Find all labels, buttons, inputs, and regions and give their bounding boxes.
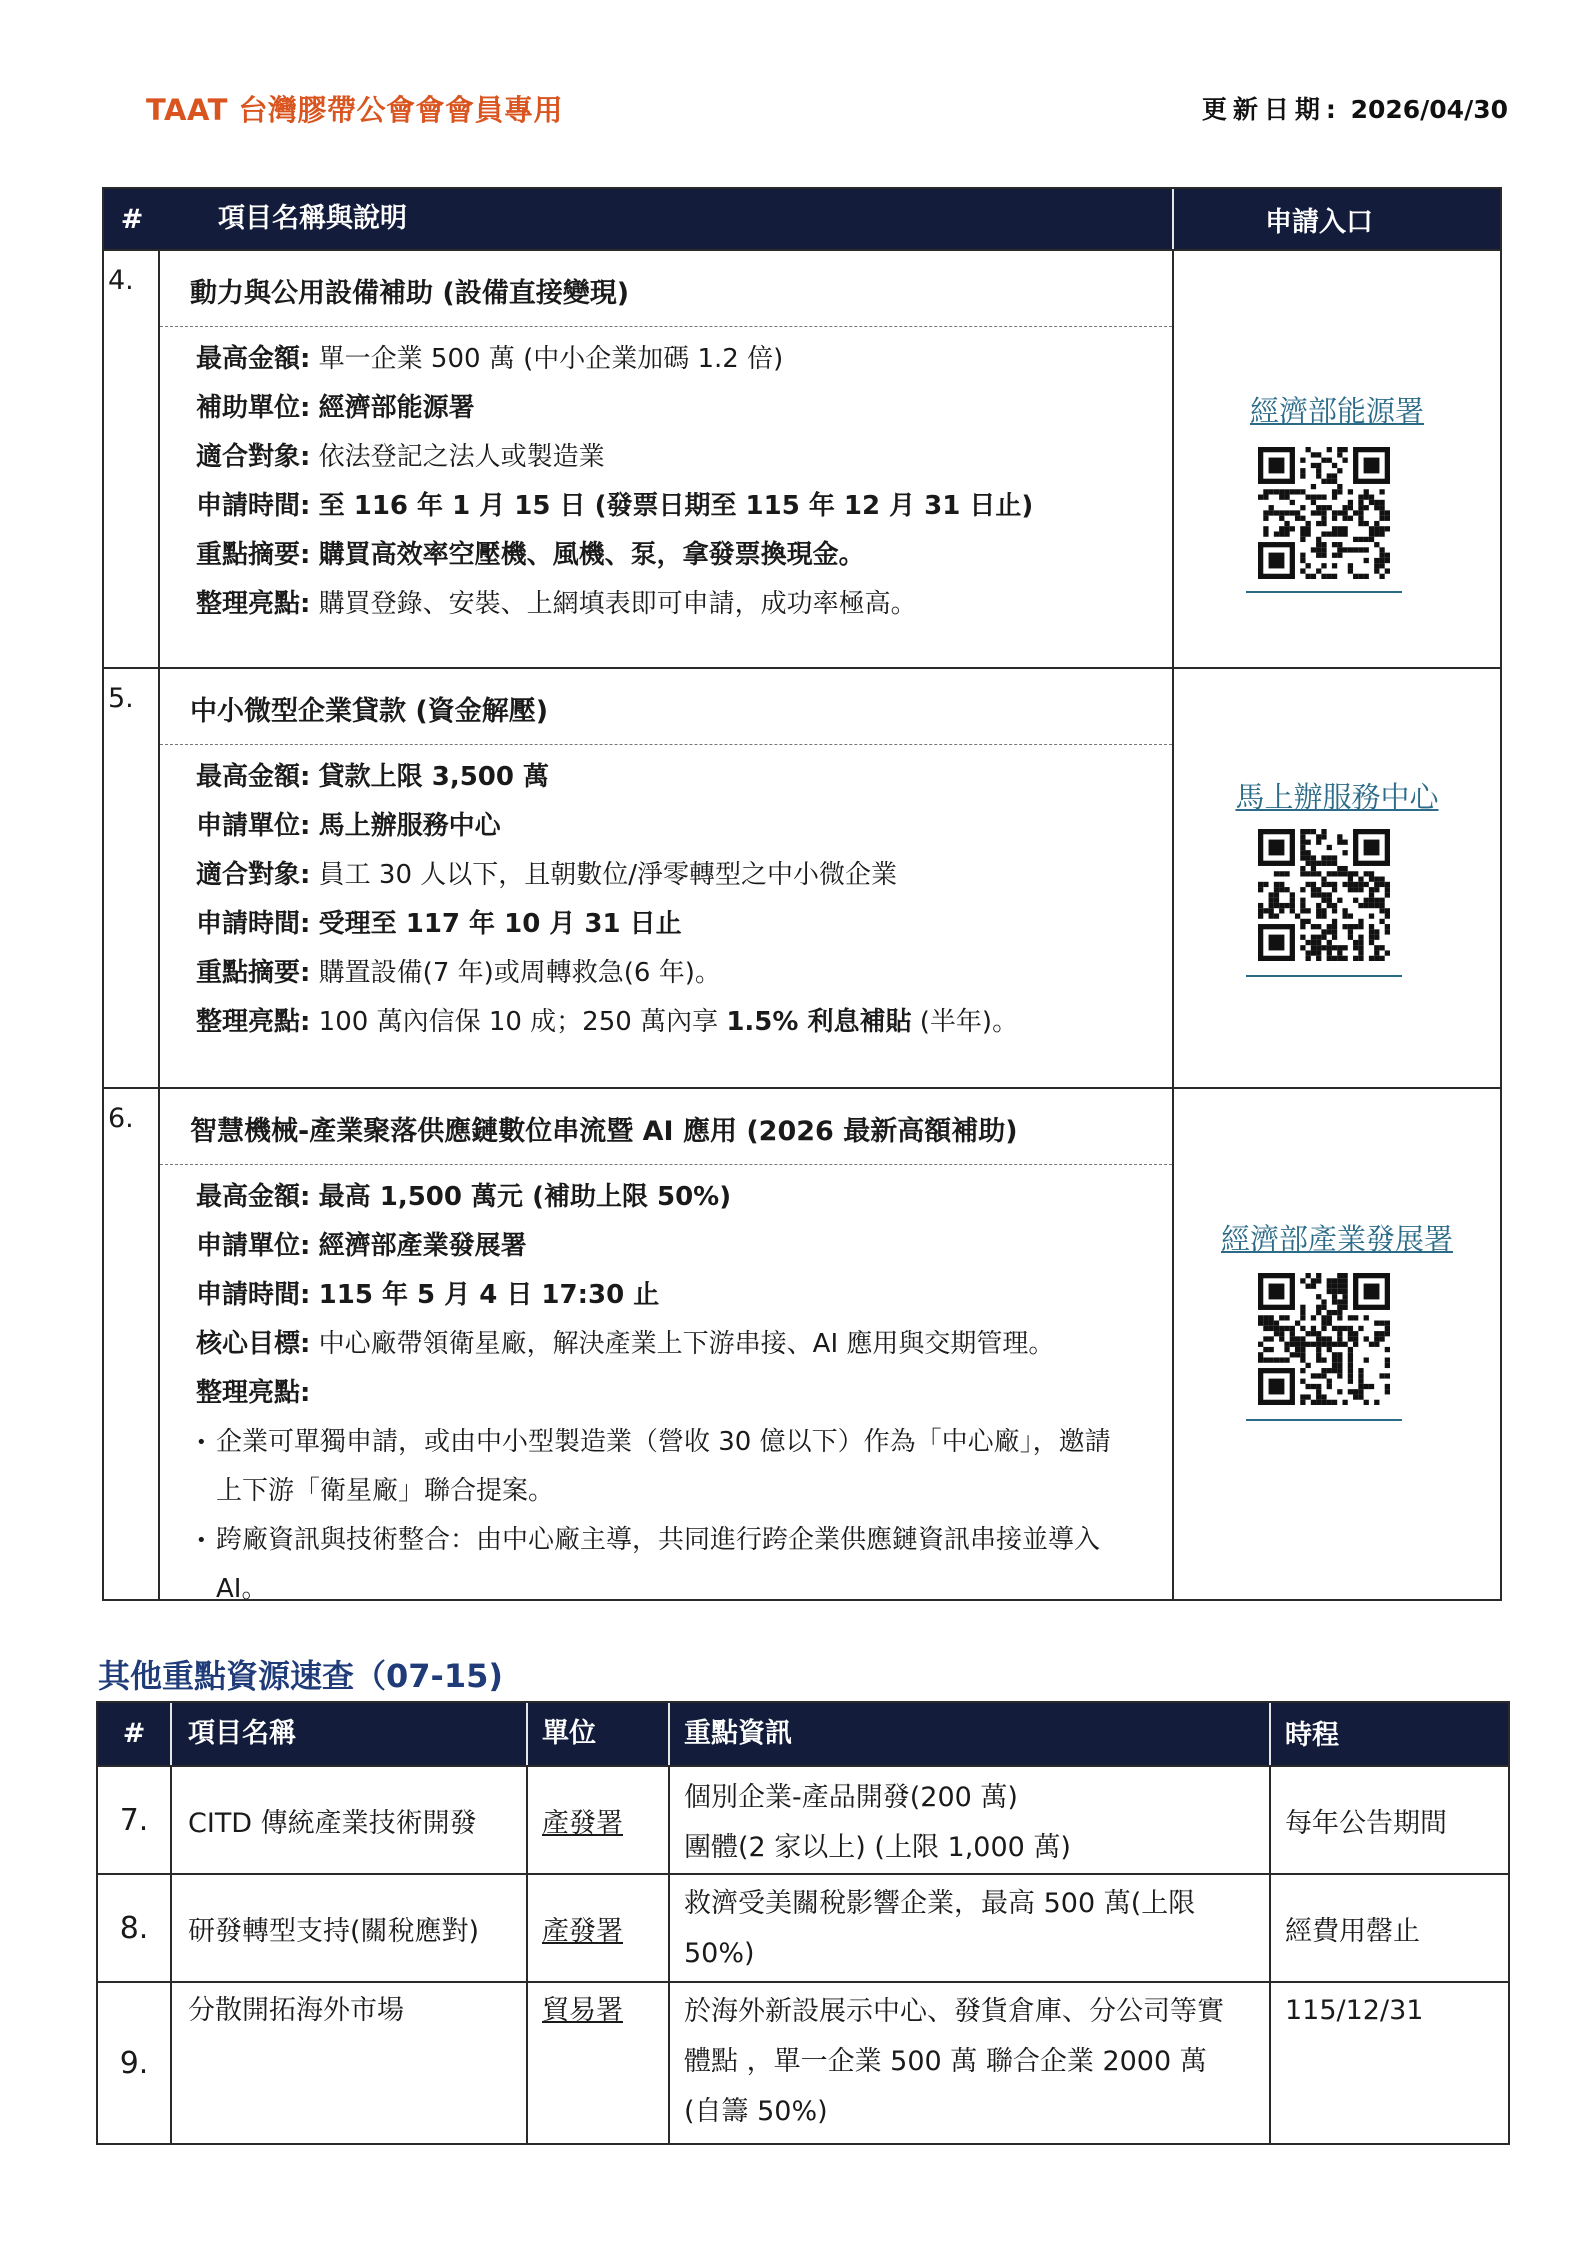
row-number: 5.	[104, 669, 160, 1087]
item-time: 每年公告期間	[1285, 1807, 1447, 1839]
field-target: 適合對象: 依法登記之法人或製造業	[196, 442, 605, 472]
field-agency: 補助單位: 經濟部能源署	[196, 393, 475, 423]
divider	[1246, 591, 1402, 593]
table-row	[98, 1873, 1508, 1981]
table-row	[98, 1765, 1508, 1873]
unit-link[interactable]: 產發署	[528, 1767, 670, 1873]
row-number: 9.	[98, 1983, 172, 2143]
table-row	[98, 1981, 1508, 2143]
table-row	[104, 249, 1500, 667]
field-summary: 重點摘要: 購置設備(7 年)或周轉救急(6 年)。	[196, 958, 721, 988]
header-num: #	[120, 203, 144, 235]
qr-code-icon[interactable]	[1258, 1273, 1390, 1405]
unit-link[interactable]: 產發署	[528, 1875, 670, 1981]
unit-link[interactable]: 貿易署	[528, 1983, 670, 2143]
item-info: 於海外新設展示中心、發貨倉庫、分公司等實 體點 ，單一企業 500 萬 聯合企業 2000 萬 (自籌 50%)	[670, 1983, 1271, 2143]
item-info: 個別企業-產品開發(200 萬) 團體(2 家以上) (上限 1,000 萬)	[670, 1767, 1271, 1873]
field-highlight: 整理亮點: 100 萬內信保 10 成；250 萬內享 1.5% 利息補貼 (半年)。	[196, 1007, 1019, 1037]
item-time: 經費用罄止	[1285, 1915, 1420, 1947]
apply-link-energy-admin[interactable]: 經濟部能源署	[1249, 394, 1424, 428]
table-header	[104, 189, 1500, 249]
table-row	[104, 1087, 1500, 1604]
header-title: 項目名稱與說明	[160, 189, 1174, 249]
field-highlight: 整理亮點: 購買登錄、安裝、上網填表即可申請，成功率極高。	[196, 589, 917, 619]
item-title: 動力與公用設備補助 (設備直接變現)	[160, 251, 1172, 327]
qr-code-icon[interactable]	[1258, 829, 1390, 961]
row-number: 8.	[98, 1875, 172, 1981]
bullet-icon: •	[196, 1530, 207, 1551]
section-title: 其他重點資源速查（07-15)	[98, 1657, 503, 1695]
list-item: • 跨廠資訊與技術整合：由中心廠主導，共同進行跨企業供應鏈資訊串接並導入 AI。	[196, 1516, 1172, 1614]
apply-link-industrial-dev[interactable]: 經濟部產業發展署	[1220, 1222, 1453, 1256]
header-unit: 單位	[528, 1703, 670, 1765]
item-title: 中小微型企業貸款 (資金解壓)	[160, 669, 1172, 745]
header-num: #	[98, 1703, 172, 1765]
field-period: 申請時間: 至 116 年 1 月 15 日 (發票日期至 115 年 12 月 31 日止)	[196, 491, 1034, 521]
item-name: 研發轉型支持(關稅應對)	[172, 1875, 528, 1981]
field-agency: 申請單位: 馬上辦服務中心	[196, 811, 501, 841]
header-name: 項目名稱	[172, 1703, 528, 1765]
field-period: 申請時間: 受理至 117 年 10 月 31 日止	[196, 909, 682, 939]
divider	[1246, 975, 1402, 977]
header-time: 時程	[1285, 1720, 1339, 1751]
divider	[1246, 1419, 1402, 1421]
apply-link-service-center[interactable]: 馬上辦服務中心	[1235, 780, 1439, 814]
item-name: CITD 傳統產業技術開發	[172, 1767, 528, 1873]
update-date	[1202, 90, 1508, 126]
list-item: • 企業可單獨申請，或由中小型製造業（營收 30 億以下）作為「中心廠」，邀請 上下游「衛星廠」聯合提案。	[196, 1418, 1172, 1516]
field-highlight: 整理亮點:	[196, 1378, 311, 1408]
item-name: 分散開拓海外市場	[172, 1983, 528, 2143]
qr-code-icon[interactable]	[1258, 447, 1390, 579]
field-target: 適合對象: 員工 30 人以下，且朝數位/淨零轉型之中小微企業	[196, 860, 898, 890]
update-label: 更新日期:	[1201, 95, 1342, 124]
field-summary: 重點摘要: 購買高效率空壓機、風機、泵，拿發票換現金。	[196, 540, 865, 570]
org-title: TAAT 台灣膠帶公會會會員專用	[146, 93, 564, 127]
item-info: 救濟受美關稅影響企業，最高 500 萬(上限 50%)	[670, 1875, 1271, 1981]
header-info: 重點資訊	[670, 1703, 1271, 1765]
field-period: 申請時間: 115 年 5 月 4 日 17:30 止	[196, 1280, 660, 1310]
field-goal: 核心目標: 中心廠帶領衛星廠，解決產業上下游串接、AI 應用與交期管理。	[196, 1329, 1055, 1359]
bullet-icon: •	[196, 1432, 207, 1453]
row-number: 6.	[104, 1089, 160, 1599]
field-max-amount: 最高金額: 最高 1,500 萬元 (補助上限 50%)	[196, 1182, 732, 1212]
item-time: 115/12/31	[1285, 1995, 1424, 2026]
field-agency: 申請單位: 經濟部產業發展署	[196, 1231, 527, 1261]
row-number: 4.	[104, 251, 160, 667]
table-header	[98, 1703, 1508, 1765]
field-max-amount: 最高金額: 單一企業 500 萬 (中小企業加碼 1.2 倍)	[196, 344, 784, 374]
field-max-amount: 最高金額: 貸款上限 3,500 萬	[196, 762, 550, 792]
subsidy-table	[102, 187, 1502, 1604]
resource-table	[96, 1701, 1510, 2145]
header-apply: 申請入口	[1265, 206, 1373, 238]
table-row	[104, 667, 1500, 1087]
item-title: 智慧機械-產業聚落供應鏈數位串流暨 AI 應用 (2026 最新高額補助)	[160, 1089, 1172, 1165]
row-number: 7.	[98, 1767, 172, 1873]
update-date-value: 2026/04/30	[1350, 95, 1508, 124]
